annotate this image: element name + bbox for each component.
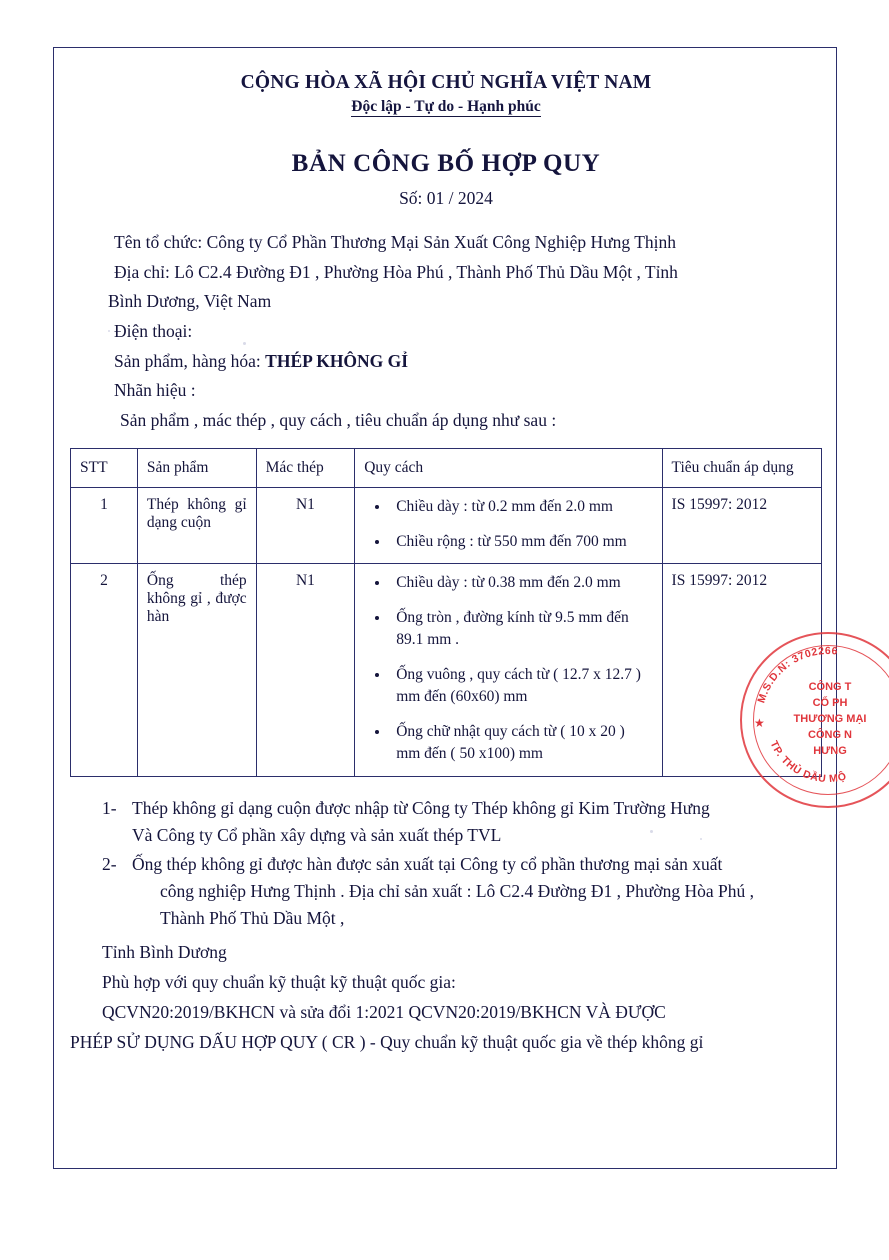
seal-line-4: CÔNG N: [808, 728, 852, 741]
table-row: [71, 564, 822, 776]
row1-standard: IS 15997: 2012: [662, 488, 821, 564]
row2-spec-item: • Ống vuông , quy cách từ ( 12.7 x 12.7 ) mm đến (60x60) mm: [390, 664, 652, 709]
brand-label: Nhãn hiệu :: [114, 380, 196, 401]
scan-speck: [650, 830, 653, 833]
row2-spec-item: • Ống tròn , đường kính từ 9.5 mm đến 89.1 mm .: [390, 607, 652, 652]
row1-grade: N1: [256, 488, 355, 564]
row2-grade: N1: [256, 564, 355, 776]
org-phone: Điện thoại:: [114, 320, 193, 341]
row2-spec-item: • Chiều dày : từ 0.38 mm đến 2.0 mm: [390, 572, 652, 594]
note-1-text: [132, 795, 822, 849]
conformity-line-1: QCVN20:2019/BKHCN và sửa đổi 1:2021 QCVN20:2019/BKHCN VÀ ĐƯỢC: [102, 1002, 666, 1023]
organization-block: [70, 229, 822, 434]
table-header-stt: STT: [71, 449, 138, 488]
national-motto: Độc lập - Tự do - Hạnh phúc: [351, 98, 541, 115]
conformity-block: [70, 938, 822, 1056]
row1-spec-item: • Chiều rộng : từ 550 mm đến 700 mm: [390, 531, 652, 553]
table-header-spec: Quy cách: [355, 449, 662, 488]
seal-line-3: THƯƠNG MẠI: [793, 712, 867, 725]
table-row: [71, 488, 822, 564]
spec-intro: Sản phẩm , mác thép , quy cách , tiêu chuẩn áp dụng như sau :: [120, 409, 557, 430]
conformity-label: Phù hợp với quy chuẩn kỹ thuật kỹ thuật quốc gia:: [102, 972, 456, 993]
table-header-row: [71, 449, 822, 488]
org-address-line1: Địa chỉ: Lô C2.4 Đường Đ1 , Phường Hòa Phú , Thành Phố Thủ Dầu Một , Tỉnh: [114, 261, 678, 282]
seal-line-5: HƯNG: [813, 744, 847, 757]
specification-table: [70, 448, 822, 776]
notes-list: [70, 795, 822, 933]
document-content: [70, 60, 822, 1058]
row2-product: Ống thép không gỉ , được hàn: [137, 564, 256, 776]
seal-line-2: CỔ PH: [812, 696, 848, 709]
scan-speck: [108, 330, 110, 332]
province-line: Tỉnh Bình Dương: [102, 942, 227, 963]
note-2-number: 2-: [102, 853, 117, 874]
note-1-line-2: Và Công ty Cổ phần xây dựng và sản xuất thép TVL: [132, 824, 502, 845]
note-2-line-2: công nghiệp Hưng Thịnh . Địa chỉ sản xuất : Lô C2.4 Đường Đ1 , Phường Hòa Phú ,: [160, 881, 754, 902]
scan-speck: [243, 342, 246, 345]
table-header-standard: Tiêu chuẩn áp dụng: [662, 449, 821, 488]
row2-standard: IS 15997: 2012: [662, 564, 821, 776]
seal-arc-bottom-path: TP. THỦ DẦU MỘ: [767, 739, 849, 786]
note-1-number: 1-: [102, 797, 117, 818]
row2-spec-item: • Ống chữ nhật quy cách từ ( 10 x 20 ) mm đến ( 50 x100) mm: [390, 721, 652, 766]
note-2-line-3: Thành Phố Thủ Dầu Một ,: [160, 908, 345, 929]
list-item: [70, 795, 822, 849]
row1-product: Thép không gỉ dạng cuộn: [137, 488, 256, 564]
scan-speck: [700, 838, 702, 840]
row2-specs: [355, 564, 662, 776]
row1-stt: 1: [71, 488, 138, 564]
note-2-line-1: Ống thép không gỉ được hàn được sản xuất tại Công ty cổ phần thương mại sản xuất: [132, 853, 723, 874]
list-item: [70, 851, 822, 932]
seal-star-icon: ★: [754, 716, 765, 730]
conformity-line-2: PHÉP SỬ DỤNG DẤU HỢP QUY ( CR ) - Quy chuẩn kỹ thuật quốc gia về thép không gỉ: [70, 1032, 704, 1053]
product-label: Sản phẩm, hàng hóa:: [114, 350, 261, 371]
product-line: [70, 348, 822, 376]
national-heading: CỘNG HÒA XÃ HỘI CHỦ NGHĨA VIỆT NAM: [240, 72, 652, 93]
document-title: BẢN CÔNG BỐ HỢP QUY: [291, 150, 601, 177]
product-value: THÉP KHÔNG GỈ: [265, 350, 409, 371]
table-header-grade: Mác thép: [256, 449, 355, 488]
org-name: Tên tổ chức: Công ty Cổ Phần Thương Mại Sản Xuất Công Nghiệp Hưng Thịnh: [114, 232, 677, 252]
note-2-text: [132, 851, 822, 932]
row1-specs: [355, 488, 662, 564]
document-number: Số: 01 / 2024: [399, 188, 493, 208]
note-1-line-1: Thép không gỉ dạng cuộn được nhập từ Công ty Thép không gỉ Kim Trường Hưng: [132, 797, 710, 818]
row2-stt: 2: [71, 564, 138, 776]
table-header-product: Sản phẩm: [137, 449, 256, 488]
row1-spec-item: • Chiều dày : từ 0.2 mm đến 2.0 mm: [390, 496, 652, 518]
seal-arc-top-path: M.S.D.N: 3702266: [755, 644, 839, 705]
org-address-line2: Bình Dương, Việt Nam: [108, 291, 272, 312]
seal-line-1: CÔNG T: [808, 681, 852, 693]
